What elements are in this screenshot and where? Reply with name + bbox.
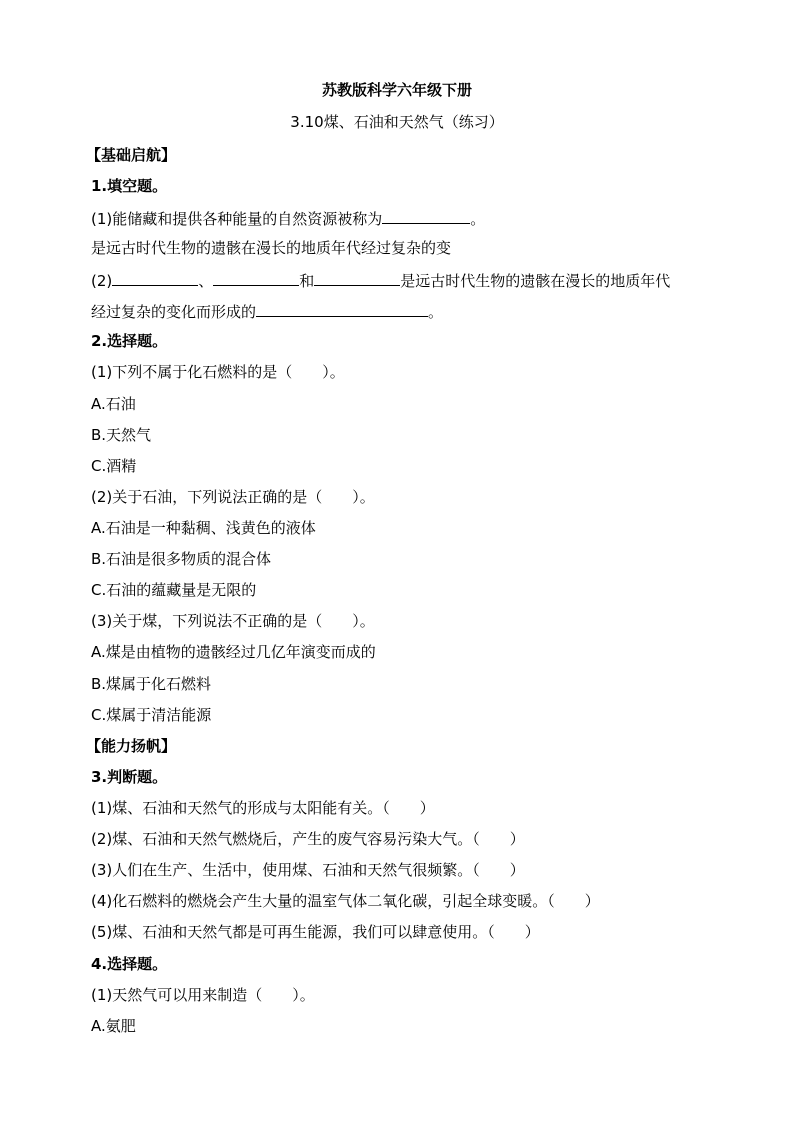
answer-blank-2[interactable] [112,269,198,286]
question-2-sub-1: (1)下列不属于化石燃料的是（ ）。 [91,363,345,381]
question-1-item-1-text: (1)能储藏和提供各种能量的自然资源被称为 [91,210,383,228]
question-2-sub-2: (2)关于石油，下列说法正确的是（ ）。 [91,488,375,506]
question-3-statement-5: (5)煤、石油和天然气都是可再生能源，我们可以肆意使用。（ ） [91,923,540,941]
section-heading-ability: 【能力扬帆】 [86,737,177,755]
question-3-statement-1: (1)煤、石油和天然气的形成与太阳能有关。（ ） [91,799,435,817]
answer-blank-1[interactable] [382,207,470,224]
answer-blank-4[interactable] [314,269,400,286]
question-2-sub-1-option-a[interactable]: A.石油 [91,395,136,413]
question-3-heading: 3.判断题。 [91,768,168,786]
question-2-sub-1-option-b[interactable]: B.天然气 [91,426,152,444]
question-3-statement-3: (3)人们在生产、生活中，使用煤、石油和天然气很频繁。（ ） [91,861,525,879]
question-1-item-2-line-2 [91,300,443,322]
answer-blank-3[interactable] [213,269,299,286]
question-1-item-2-prefix: (2) [91,272,113,290]
question-2-sub-2-option-a[interactable]: A.石油是一种黏稠、浅黄色的液体 [91,519,316,537]
question-2-sub-3: (3)关于煤，下列说法不正确的是（ ）。 [91,612,375,630]
question-1-heading: 1.填空题。 [91,177,168,195]
question-1-item-2-sep1: 、 [198,272,214,290]
question-2-sub-1-option-c[interactable]: C.酒精 [91,457,137,475]
question-3-statement-4: (4)化石燃料的燃烧会产生大量的温室气体二氧化碳，引起全球变暖。（ ） [91,892,600,910]
question-2-sub-3-option-b[interactable]: B.煤属于化石燃料 [91,675,212,693]
answer-blank-5[interactable] [256,300,428,317]
page-subtitle: 3.10煤、石油和天然气（练习） [290,113,504,131]
question-1-item-2-end: 。 [428,303,444,321]
question-4-sub-1: (1)天然气可以用来制造（ ）。 [91,986,315,1004]
question-4-heading: 4.选择题。 [91,955,168,973]
question-1-item-1-end: 。 [470,210,486,228]
question-2-sub-2-option-b[interactable]: B.石油是很多物质的混合体 [91,550,272,568]
question-2-sub-3-option-c[interactable]: C.煤属于清洁能源 [91,706,212,724]
question-2-sub-3-option-a[interactable]: A.煤是由植物的遗骸经过几亿年演变而成的 [91,643,376,661]
section-heading-basic: 【基础启航】 [86,146,177,164]
question-1-item-2-text: 是远古时代生物的遗骸在漫长的地质年代 [400,272,671,290]
question-1-item-2 [91,269,670,291]
question-2-heading: 2.选择题。 [91,332,168,350]
question-4-sub-1-option-a[interactable]: A.氨肥 [91,1017,136,1035]
question-2-sub-2-option-c[interactable]: C.石油的蕴藏量是无限的 [91,581,257,599]
question-1-item-2-sep2: 和 [299,272,315,290]
question-1-item-1 [91,207,485,229]
stray-text-line: 是远古时代生物的遗骸在漫长的地质年代经过复杂的变 [91,239,452,257]
page-title: 苏教版科学六年级下册 [321,81,472,99]
question-3-statement-2: (2)煤、石油和天然气燃烧后，产生的废气容易污染大气。（ ） [91,830,525,848]
question-1-item-2-line-2-text: 经过复杂的变化而形成的 [91,303,257,321]
